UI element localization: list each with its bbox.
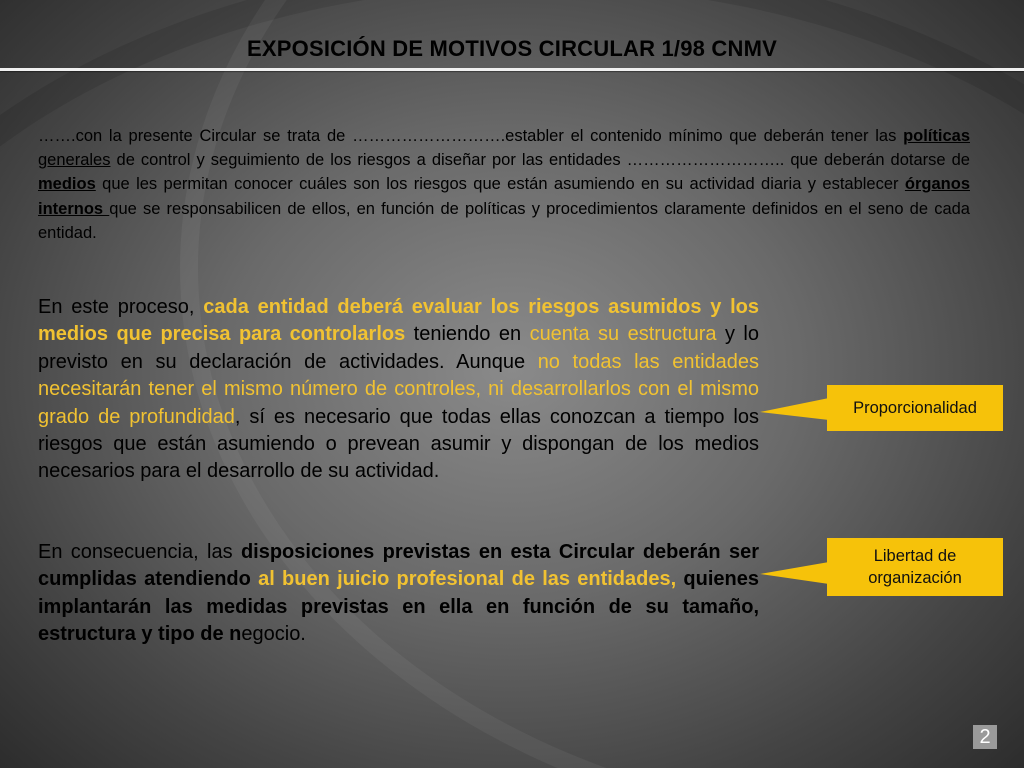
intro-text-underlined: generales (38, 151, 111, 170)
intro-text: de control y seguimiento de los riesgos a diseñar por las entidades ……………………….. que deberán dotarse de (110, 151, 970, 170)
intro-text: que se responsabilicen de ellos, en función de políticas y procedimientos claramente definidos en el seno de cada entidad. (38, 199, 970, 242)
highlighted-text: al buen juicio profesional de las entidades, (258, 568, 677, 591)
intro-text: …….con la presente Circular se trata de ……………………….establer el contenido mínimo que deberán tener las (38, 127, 904, 145)
slide-title: EXPOSICIÓN DE MOTIVOS CIRCULAR 1/98 CNMV (247, 36, 777, 61)
intro-text-underlined: medios (38, 175, 96, 194)
intro-text-underlined: órganos internos (38, 175, 970, 218)
bold-text: disposiciones previstas en esta Circular deberán ser cumplidas atendiendo (38, 541, 760, 591)
intro-text: que les permitan conocer cuáles son los riesgos que están asumiendo en su actividad diaria y establecer (95, 175, 905, 194)
callout-label: Libertad de organización (868, 547, 962, 587)
paragraph-text: teniendo en (405, 323, 530, 346)
paragraph-text: En consecuencia, las (38, 541, 241, 563)
paragraph-text: y lo previsto en su declaración de actividades. Aunque (38, 323, 759, 373)
paragraph-text: En este proceso, (38, 296, 204, 318)
paragraph-text: , sí es necesario que todas ellas conozcan a tiempo los riesgos que están asumiendo o prevean asumir y dispongan de los medios necesarios para el desarrollo de su actividad. (38, 405, 759, 483)
intro-text-underlined: políticas (903, 127, 970, 145)
callout-proportionality (827, 385, 1003, 431)
paragraph-text: egocio. (241, 623, 306, 646)
highlighted-text: no todas las entidades necesitarán tener el mismo número de controles, ni desarrollarlos con el mismo grado de profundidad (38, 350, 759, 428)
page-number: 2 (973, 725, 997, 749)
highlighted-text: cuenta su estructura (529, 323, 717, 346)
highlighted-text: cada entidad deberá evaluar los riesgos asumidos y los medios que precisa para controlarlos (38, 296, 759, 346)
callout-label: Proporcionalidad (853, 399, 977, 417)
callout-pointer-organization (760, 562, 829, 584)
bold-text: quienes implantarán las medidas previstas en ella en función de su tamaño, estructura y tipo de n (38, 568, 760, 646)
callout-pointer-proportionality (760, 398, 829, 420)
callout-organization-freedom (827, 538, 1003, 596)
